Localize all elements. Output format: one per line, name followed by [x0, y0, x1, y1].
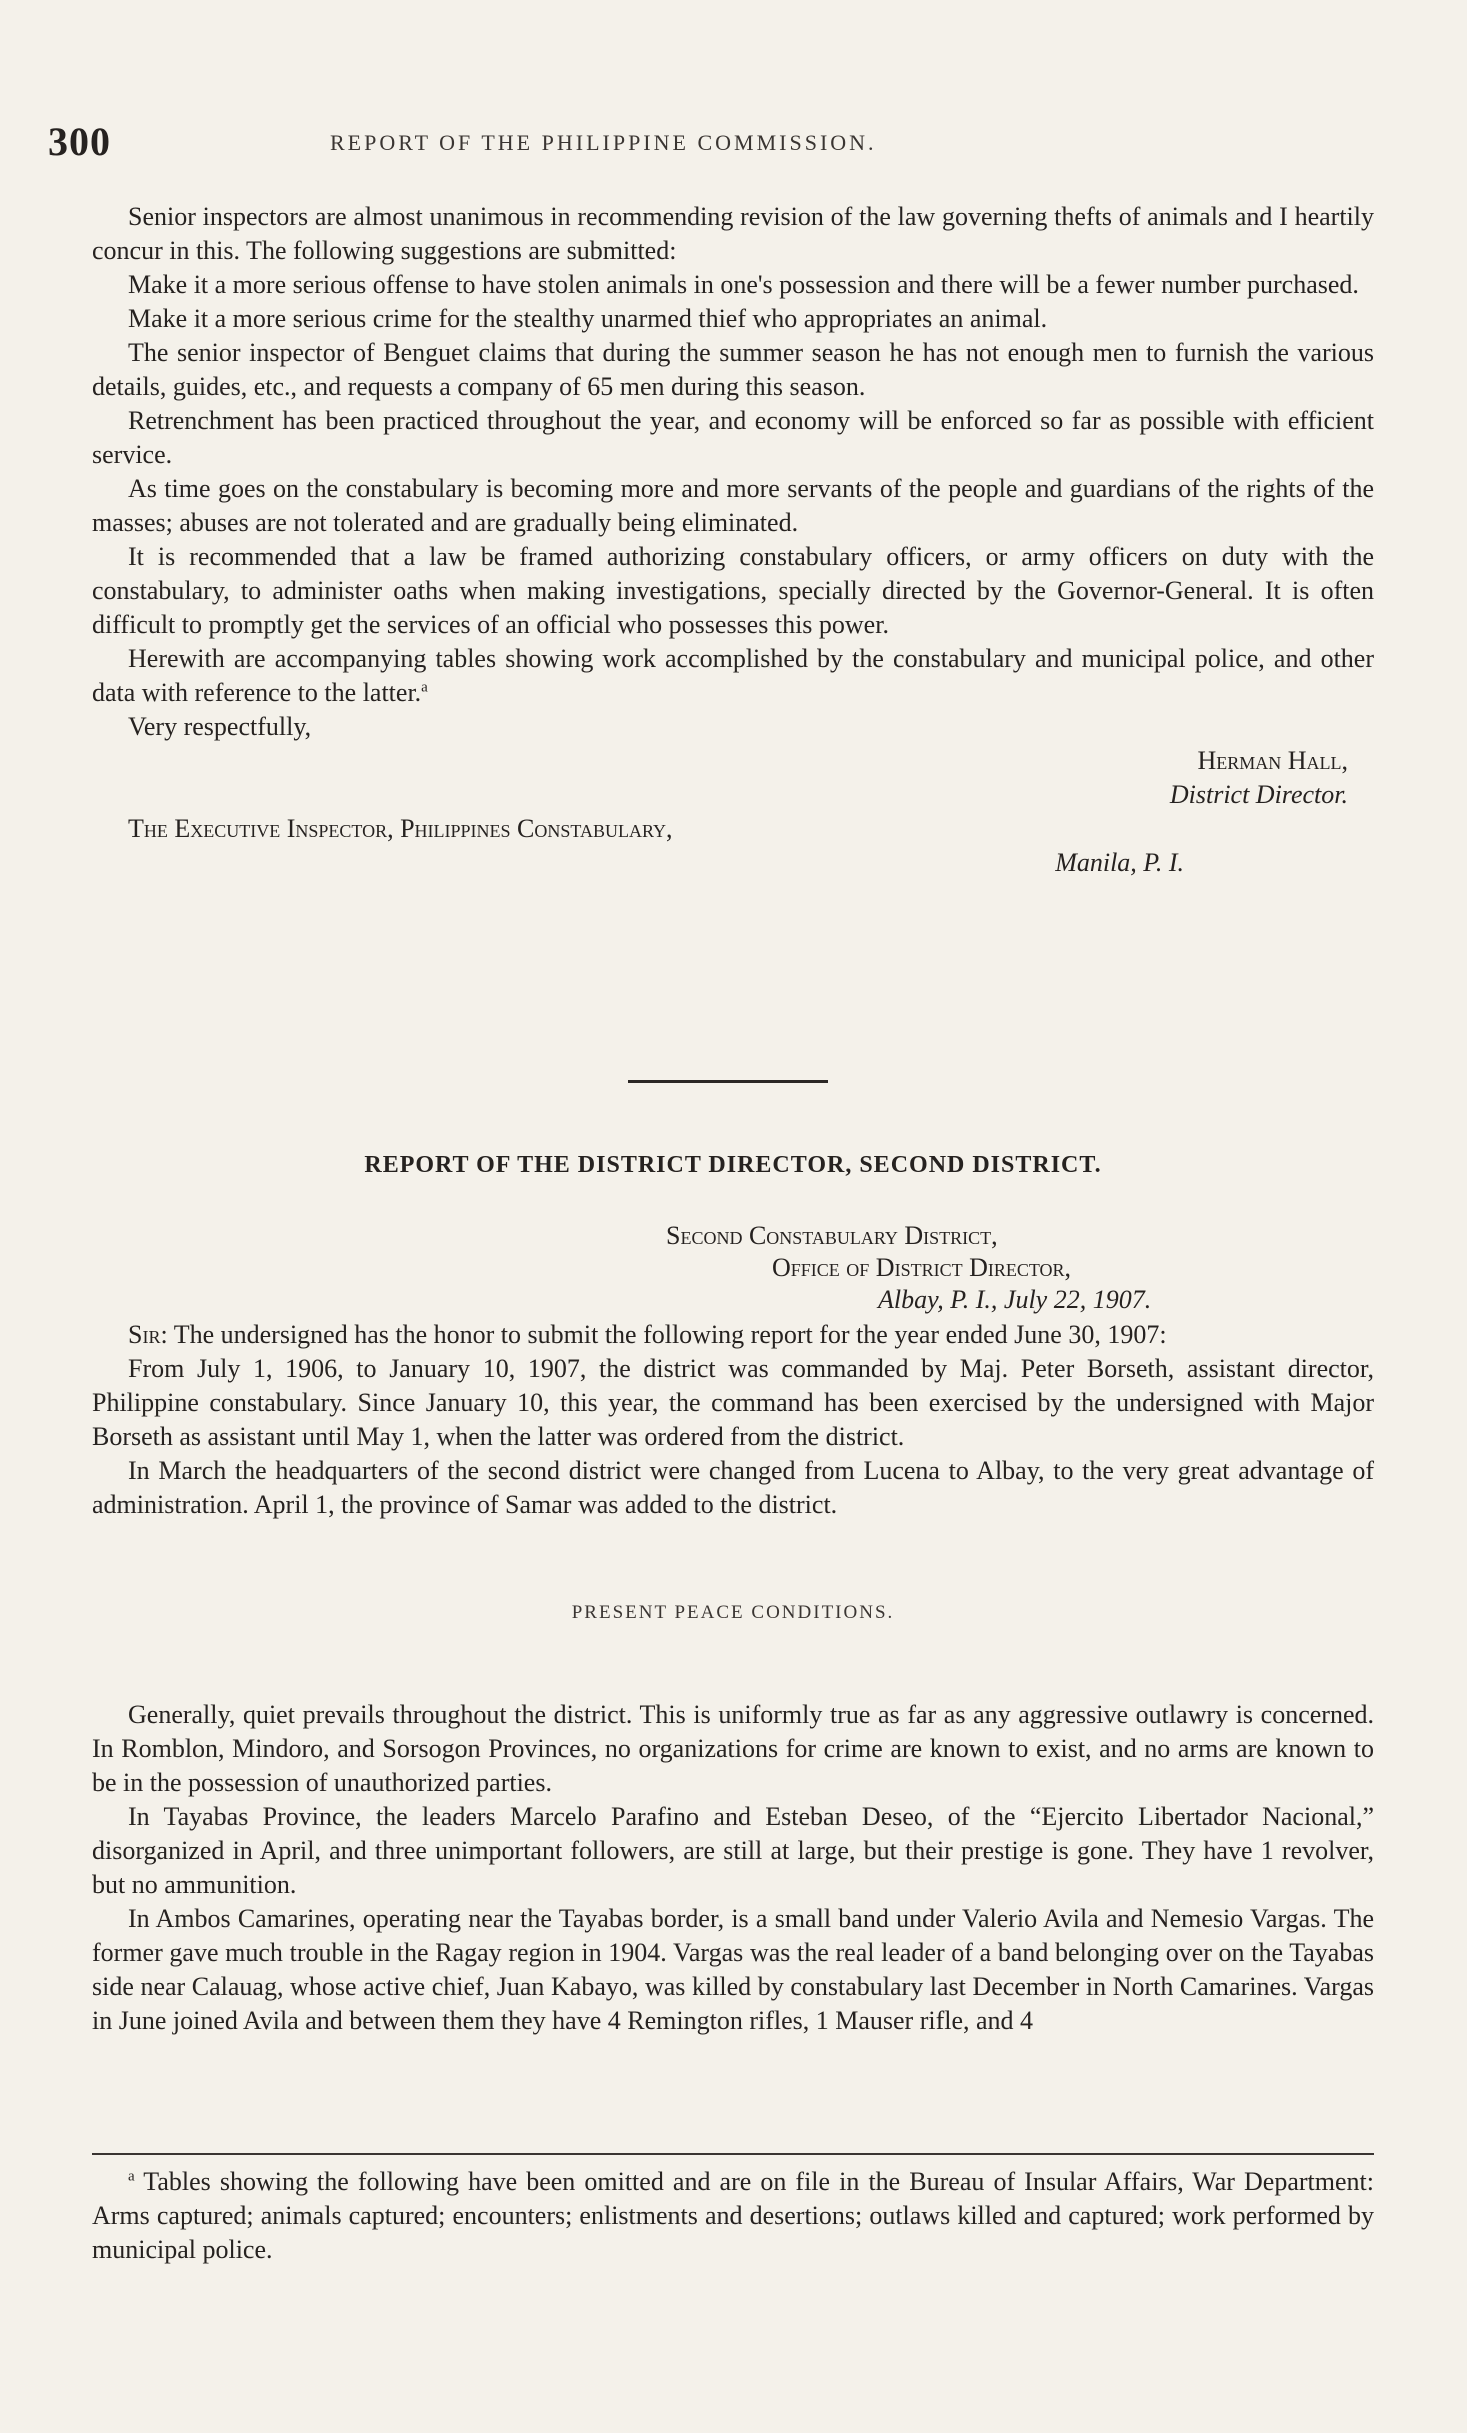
office-heading	[92, 1220, 1374, 1316]
first-report-body	[92, 200, 1374, 880]
paragraph-with-footnote	[92, 642, 1374, 710]
paragraph: As time goes on the constabulary is becoming more and more servants of the people and guardians of the rights of the masses; abuses are not tolerated and are gradually being eliminated.	[92, 474, 1374, 537]
paragraph: In March the headquarters of the second district were changed from Lucena to Albay, to the very great advantage of administration. April 1, the province of Samar was added to the district.	[92, 1456, 1374, 1519]
footnote	[92, 2165, 1374, 2267]
paragraph: Generally, quiet prevails throughout the district. This is uniformly true as far as any aggressive outlawry is concerned. In Romblon, Mindoro, and Sorsogon Provinces, no organizations for crime are known to exist, and no arms are known to be in the possession of unauthorized parties.	[92, 1700, 1374, 1797]
running-head: REPORT OF THE PHILIPPINE COMMISSION.	[330, 130, 877, 155]
peace-conditions-body	[92, 1698, 1374, 2038]
addressee-place: Manila, P. I.	[1055, 848, 1184, 877]
addressee: The Executive Inspector, Philippines Constabulary,	[128, 814, 673, 843]
salutation: Sir:	[128, 1320, 168, 1349]
paragraph: From July 1, 1906, to January 10, 1907, the district was commanded by Maj. Peter Borseth, assistant director, Philippine constabulary. Since January 10, this year, the command has been exercised by the undersigned with Major Borseth as assistant until May 1, when the latter was ordered from the district.	[92, 1354, 1374, 1451]
footnote-marker: a	[421, 679, 428, 696]
second-report-body	[92, 1318, 1374, 1522]
paragraph: In Tayabas Province, the leaders Marcelo Parafino and Esteban Deseo, of the “Ejercito Libertador Nacional,” disorganized in April, and three unimportant followers, are still at large, but their prestige is gone. They have 1 revolver, but no ammunition.	[92, 1802, 1374, 1899]
page-number: 300	[48, 119, 111, 164]
paragraph-text: Herewith are accompanying tables showing work accomplished by the constabulary and municipal police, and other data with reference to the latter.	[92, 644, 1374, 707]
report-title: REPORT OF THE DISTRICT DIRECTOR, SECOND DISTRICT.	[364, 1152, 1102, 1178]
section-divider	[628, 1080, 828, 1083]
paragraph: Make it a more serious crime for the stealthy unarmed thief who appropriates an animal.	[128, 304, 1048, 333]
paragraph: Retrenchment has been practiced throughout the year, and economy will be enforced so far as possible with efficient service.	[92, 406, 1374, 469]
footnote-text: Tables showing the following have been omitted and are on file in the Bureau of Insular Affairs, War Department: Arms captured; animals captured; encounters; enlistments and desertions; outlaws killed and captured; work performed by municipal police.	[92, 2167, 1374, 2264]
salutation-text: The undersigned has the honor to submit the following report for the year ended June 30, 1907:	[173, 1320, 1167, 1349]
paragraph: Make it a more serious offense to have stolen animals in one's possession and there will be a fewer number purchased.	[128, 270, 1359, 299]
signature-title: District Director.	[1169, 780, 1348, 809]
footnote-rule	[92, 2153, 1374, 2155]
closing: Very respectfully,	[128, 712, 312, 741]
paragraph: The senior inspector of Benguet claims that during the summer season he has not enough men to furnish the various details, guides, etc., and requests a company of 65 men during this season.	[92, 338, 1374, 401]
paragraph: Senior inspectors are almost unanimous in recommending revision of the law governing thefts of animals and I heartily concur in this. The following suggestions are submitted:	[92, 202, 1374, 265]
signature-name: Herman Hall,	[1197, 746, 1348, 775]
section-heading: PRESENT PEACE CONDITIONS.	[571, 1602, 895, 1623]
paragraph: In Ambos Camarines, operating near the Tayabas border, is a small band under Valerio Avila and Nemesio Vargas. The former gave much trouble in the Ragay region in 1904. Vargas was the real leader of a band belonging over on the Tayabas side near Calauag, whose active chief, Juan Kabayo, was killed by constabulary last December in North Camarines. Vargas in June joined Avila and between them they have 4 Remington rifles, 1 Mauser rifle, and 4	[92, 1904, 1374, 2035]
office-line: Office of District Director,	[772, 1253, 1072, 1282]
paragraph: It is recommended that a law be framed authorizing constabulary officers, or army officers on duty with the constabulary, to administer oaths when making investigations, specially directed by the Governor-General. It is often difficult to promptly get the services of an official who possesses this power.	[92, 542, 1374, 639]
footnote-marker: a	[128, 2168, 135, 2185]
office-line: Second Constabulary District,	[666, 1221, 998, 1250]
salutation-paragraph	[92, 1318, 1374, 1352]
office-date-line: Albay, P. I., July 22, 1907.	[878, 1285, 1152, 1314]
